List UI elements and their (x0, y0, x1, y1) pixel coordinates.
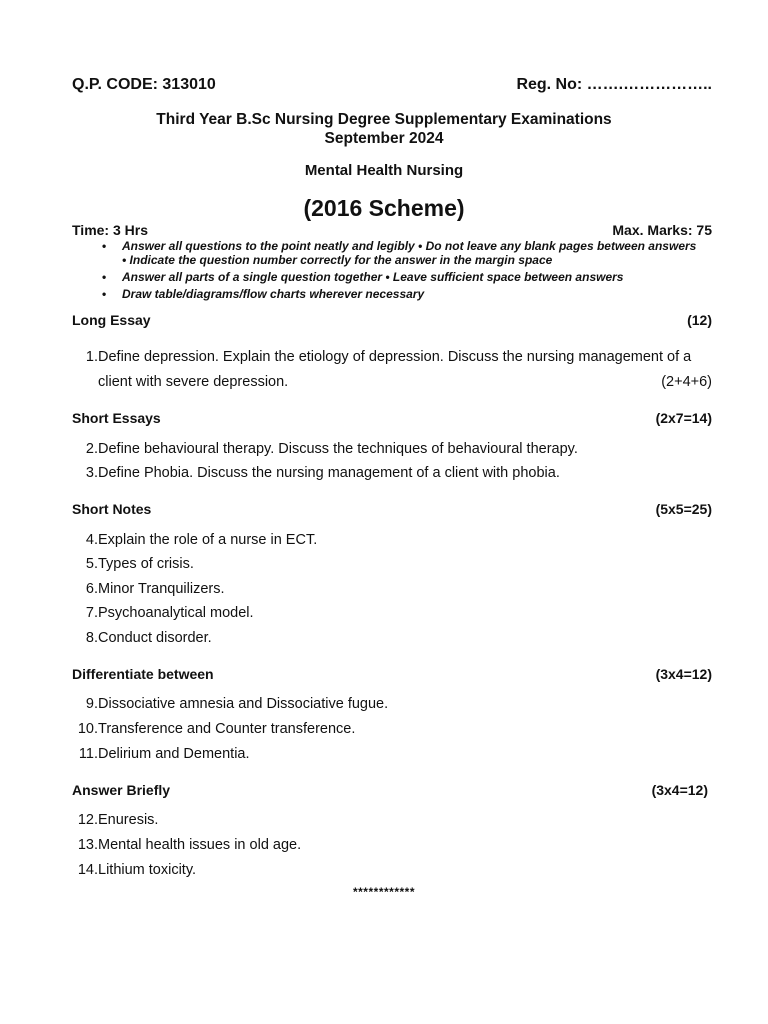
question-item (74, 437, 712, 462)
question-marks: (2+4+6) (661, 374, 712, 390)
bullet-icon: • (102, 239, 107, 253)
section-heading-short-notes: Short Notes (5x5=25) (72, 501, 712, 517)
question-text: Minor Tranquilizers. (98, 581, 225, 597)
question-number: 5. (85, 556, 98, 572)
header-row (72, 76, 712, 94)
question-text: Dissociative amnesia and Dissociative fugue. (98, 696, 389, 712)
instructions-list (92, 240, 698, 305)
section-heading-long-essay: Long Essay (12) (72, 312, 712, 328)
bullet-icon: • (102, 286, 107, 301)
question-text: Mental health issues in old age. (98, 837, 302, 853)
section-heading-short-essays: Short Essays (2x7=14) (72, 410, 712, 426)
max-marks: Max. Marks: 75 (612, 222, 712, 238)
question-number: 11. (78, 746, 98, 762)
exam-title (0, 110, 768, 148)
question-text: Types of crisis. (98, 556, 194, 572)
question-number: 2. (85, 441, 98, 457)
question-item (74, 528, 712, 553)
question-text: Enuresis. (98, 812, 159, 828)
question-number: 10. (77, 721, 98, 737)
section-heading-answer-briefly: Answer Briefly (3x4=12) (72, 782, 708, 798)
instruction-item: • Draw table/diagrams/flow charts wherever necessary (102, 286, 425, 301)
question-number: 3. (85, 465, 98, 481)
question-text: Define behavioural therapy. Discuss the techniques of behavioural therapy. (98, 441, 578, 457)
section-heading-differentiate: Differentiate between (3x4=12) (72, 666, 712, 682)
question-text: Define depression. Explain the etiology of depression. Discuss the nursing management of a client with severe depression. (98, 349, 692, 390)
end-of-paper-mark: ************ (352, 885, 416, 899)
question-item (74, 717, 712, 742)
reg-no: Reg. No: …….…………….. (516, 76, 712, 93)
question-item (74, 601, 712, 626)
instruction-item: • Answer all questions to the point neatly and legibly • Do not leave any blank pages between answers • Indicate the question number correctly for the answer in the margin space (102, 239, 697, 267)
question-item (74, 692, 712, 717)
question-text: Delirium and Dementia. (98, 746, 250, 762)
question-text: Lithium toxicity. (98, 862, 197, 878)
question-text: Transference and Counter transference. (98, 721, 356, 737)
question-item (74, 552, 712, 577)
instruction-item: • Answer all parts of a single question together • Leave sufficient space between answers (102, 269, 624, 284)
question-text: Psychoanalytical model. (98, 605, 254, 621)
scheme-title: (2016 Scheme) (303, 195, 465, 221)
question-number: 6. (85, 581, 98, 597)
question-item (74, 577, 712, 602)
qp-code: Q.P. CODE: 313010 (72, 76, 216, 93)
question-item (74, 345, 712, 395)
question-text: Conduct disorder. (98, 630, 212, 646)
question-item (74, 808, 712, 833)
question-item (74, 858, 712, 883)
question-number: 9. (85, 696, 98, 712)
question-item (74, 742, 712, 767)
question-item (74, 626, 712, 651)
bullet-icon: • (102, 269, 107, 284)
question-text: Define Phobia. Discuss the nursing management of a client with phobia. (98, 465, 560, 481)
question-item (74, 461, 712, 486)
question-number: 12. (77, 812, 98, 828)
question-number: 14. (77, 862, 98, 878)
question-number: 13. (77, 837, 98, 853)
exam-title-line2: September 2024 (324, 130, 444, 147)
question-number: 8. (85, 630, 98, 646)
subject-title: Mental Health Nursing (304, 162, 464, 179)
question-number: 1. (85, 349, 98, 365)
question-text: Explain the role of a nurse in ECT. (98, 532, 318, 548)
question-number: 7. (85, 605, 98, 621)
time-allowed: Time: 3 Hrs (72, 222, 148, 238)
question-number: 4. (85, 532, 98, 548)
exam-title-line1: Third Year B.Sc Nursing Degree Supplementary Examinations (156, 111, 612, 128)
time-marks-row (72, 222, 712, 238)
question-item (74, 833, 712, 858)
